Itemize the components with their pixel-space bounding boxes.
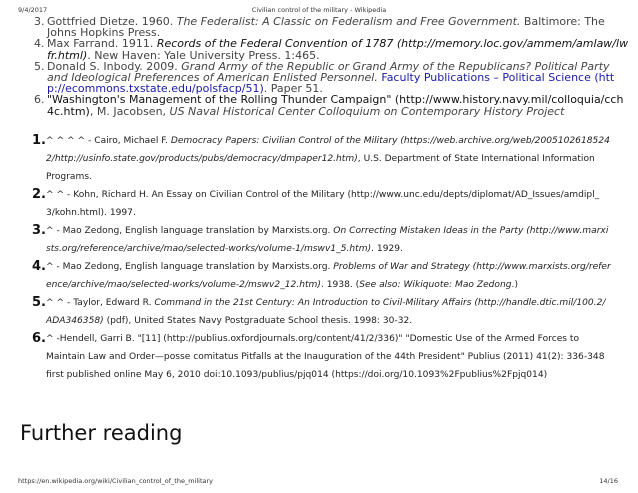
hendell-reference-text: ^ -Hendell, Garri B. "[11] (http://publius.oxfordjournals.org/content/41/2/336)" "Domestic Use of the Armed Forces to (46, 334, 580, 344)
bibliography-item: 3. Gottfried Dietze. 1960. The Federalist: A Classic on Federalism and Free Government. Baltimore: The Johns Hopkins Press. (34, 15, 605, 40)
rolling-thunder-link[interactable]: "Washington's Management of the Rolling Thunder Campaign" (http://www.history.navy.mil/colloquia/cch (47, 93, 624, 107)
further-reading-heading: Further reading (20, 421, 183, 445)
federal-convention-link[interactable]: Records of the Federal Convention of 1787 (http://memory.loc.gov/ammem/amlaw/lw (156, 37, 629, 51)
bibliography-item: 5. Donald S. Inbody. 2009. Grand Army of the Republic or Grand Army of the Republicans? Political Party and Ideological Preferences of American Enlisted Personnel. Faculty Publications – Political Science (htt p://ecommons.txstate.edu/polsfacp/51). Paper 51. (34, 59, 615, 96)
references-list (32, 132, 624, 384)
reference-item: 5. ^ ^ - Taylor, Edward R. Command in the 21st Century: An Introduction to Civil-Military Affairs (http://handle.dtic.mil/100.2/ ADA346358) (pdf), United States Navy Postgraduate School thesis. 1998: 30-32. (32, 295, 606, 326)
correcting-mistaken-ideas-link-cont[interactable]: sts.org/reference/archive/mao/selected-works/volume-1/mswv1_5.htm) (46, 244, 372, 254)
print-date: 9/4/2017 (18, 6, 48, 14)
print-title: Civilian control of the military - Wikipedia (251, 6, 387, 14)
page-url: https://en.wikipedia.org/wiki/Civilian_control_of_the_military (18, 477, 213, 485)
wikiquote-link[interactable]: See also: Wikiquote: Mao Zedong (359, 280, 512, 290)
correcting-mistaken-ideas-link[interactable]: On Correcting Mistaken Ideas in the Party (http://www.marxi (333, 226, 609, 236)
reference-item: 2. ^ ^ - Kohn, Richard H. An Essay on Civilian Control of the Military (http://www.unc.edu/depts/diplomat/AD_Issues/amdipl_ 3/kohn.html). 1997. (32, 186, 624, 222)
kohn-essay-link[interactable]: ^ ^ - Kohn, Richard H. An Essay on Civilian Control of the Military (http://www.unc.edu/depts/diplomat/AD_Issues/amdipl_ (46, 190, 600, 200)
page-number: 14/16 (599, 477, 618, 485)
kohn-essay-link-cont[interactable]: 3/kohn.html). 1997. (46, 208, 136, 218)
reference-item: 3. ^ - Mao Zedong, English language translation by Marxists.org. On Correcting Mistaken Ideas in the Party (http://www.marxi sts.org/reference/archive/mao/selected-works/volume-1/mswv1_5.htm). 1929. (32, 223, 609, 254)
war-and-strategy-link-cont[interactable]: ence/archive/mao/selected-works/volume-2/mswv2_12.htm) (46, 280, 321, 290)
democracy-papers-link[interactable]: Democracy Papers: Civilian Control of the Military (https://web.archive.org/web/2005102618524 (170, 136, 610, 146)
bibliography-item: 4. Max Farrand. 1911. Records of the Federal Convention of 1787 (http://memory.loc.gov/ammem/amlaw/lw fr.html). New Haven: Yale University Press. 1:465. (34, 37, 629, 62)
bibliography-list (34, 15, 629, 118)
faculty-publications-link[interactable]: Faculty Publications – Political Science (htt (377, 71, 615, 85)
bibliography-item: 6. "Washington's Management of the Rolling Thunder Campaign" (http://www.history.navy.mil/colloquia/cch 4c.htm), M. Jacobsen, US Naval Historical Center Colloquium on Contemporary History Project (34, 93, 624, 118)
command-21st-century-link-cont[interactable]: ADA346358) (46, 316, 104, 326)
war-and-strategy-link[interactable]: Problems of War and Strategy (http://www.marxists.org/refer (333, 262, 611, 272)
command-21st-century-link[interactable]: Command in the 21st Century: An Introduction to Civil-Military Affairs (http://handle.dtic.mil/100.2/ (154, 298, 606, 308)
reference-item: 4. ^ - Mao Zedong, English language translation by Marxists.org. Problems of War and Strategy (http://www.marxists.org/refer ence/archive/mao/selected-works/volume-2/mswv2_12.htm). 1938. (See also: Wikiquote: Mao Zedong.) (32, 259, 611, 290)
rolling-thunder-link-cont[interactable]: 4c.htm) (47, 104, 90, 118)
democracy-papers-link-cont[interactable]: 2/http://usinfo.state.gov/products/pubs/democracy/dmpaper12.htm) (46, 154, 358, 164)
federal-convention-link-cont[interactable]: fr.html) (47, 48, 88, 62)
reference-item: 1. ^ ^ ^ ^ - Cairo, Michael F. Democracy Papers: Civilian Control of the Military (https://web.archive.org/web/2005102618524 2/http://usinfo.state.gov/products/pubs/democracy/dmpaper12.htm), U.S. Department of State International Information Programs. (32, 133, 610, 182)
reference-item: 6. ^ -Hendell, Garri B. "[11] (http://publius.oxfordjournals.org/content/41/2/336)" "Domestic Use of the Armed Forces to Maintain Law and Order—posse comitatus Pitfalls at the Inauguration of the 44th President" Publius (2011) 41(2): 336-348 first published online May 6, 2010 doi:10.1093/publius/pjq014 (https://doi.org/10.1093%2Fpublius%2Fpjq014) (32, 330, 624, 384)
faculty-publications-link-cont[interactable]: p://ecommons.txstate.edu/polsfacp/51) (47, 82, 264, 96)
doi-link[interactable]: first published online May 6, 2010 doi:10.1093/publius/pjq014 (https://doi.org/10.1093%2Fpublius%2Fpjq014) (46, 370, 548, 380)
